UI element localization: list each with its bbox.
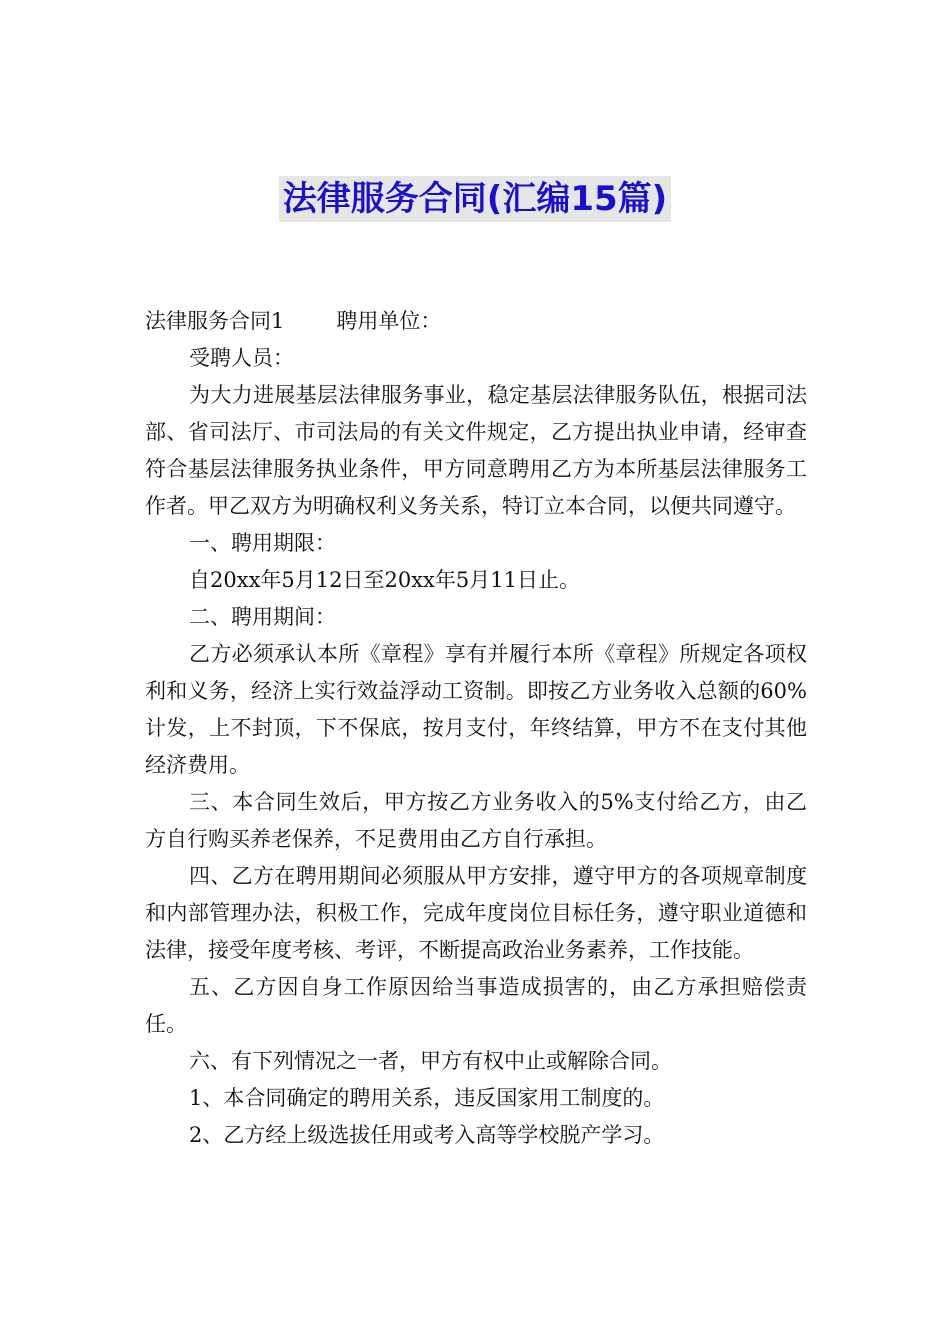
- document-title: 法律服务合同(汇编15篇): [279, 176, 671, 222]
- heading-line: [145, 303, 807, 340]
- paragraph: 2、乙方经上级选拔任用或考入高等学校脱产学习。: [189, 1123, 665, 1147]
- title-wrap: [0, 176, 950, 222]
- paragraph: 一、聘用期限：: [189, 531, 336, 555]
- paragraph: 六、有下列情况之一者，甲方有权中止或解除合同。: [189, 1049, 672, 1073]
- document-body: [145, 303, 807, 1154]
- paragraph: 自20xx年5月12日至20xx年5月11日止。: [189, 568, 580, 592]
- paragraph: 1、本合同确定的聘用关系，违反国家用工制度的。: [189, 1086, 665, 1110]
- paragraph: 二、聘用期间：: [189, 605, 336, 629]
- paragraph: 受聘人员：: [189, 346, 294, 370]
- paragraph: 五、乙方因自身工作原因给当事造成损害的，由乙方承担赔偿责任。: [145, 975, 807, 1036]
- employer-label: 聘用单位：: [336, 309, 442, 333]
- contract-heading: 法律服务合同1: [145, 309, 285, 333]
- paragraph: 乙方必须承认本所《章程》享有并履行本所《章程》所规定各项权利和义务，经济上实行效益浮动工资制。即按乙方业务收入总额的60%计发，上不封顶，下不保底，按月支付，年终结算，甲方不在支付其他经济费用。: [145, 642, 807, 777]
- paragraph: 三、本合同生效后，甲方按乙方业务收入的5%支付给乙方，由乙方自行购买养老保养，不足费用由乙方自行承担。: [145, 790, 807, 851]
- paragraph: 为大力进展基层法律服务事业，稳定基层法律服务队伍，根据司法部、省司法厅、市司法局的有关文件规定，乙方提出执业申请，经审查符合基层法律服务执业条件，甲方同意聘用乙方为本所基层法律服务工作者。甲乙双方为明确权利义务关系，特订立本合同，以便共同遵守。: [145, 383, 807, 518]
- paragraph: 四、乙方在聘用期间必须服从甲方安排，遵守甲方的各项规章制度和内部管理办法，积极工作，完成年度岗位目标任务，遵守职业道德和法律，接受年度考核、考评，不断提高政治业务素养，工作技能。: [145, 864, 807, 962]
